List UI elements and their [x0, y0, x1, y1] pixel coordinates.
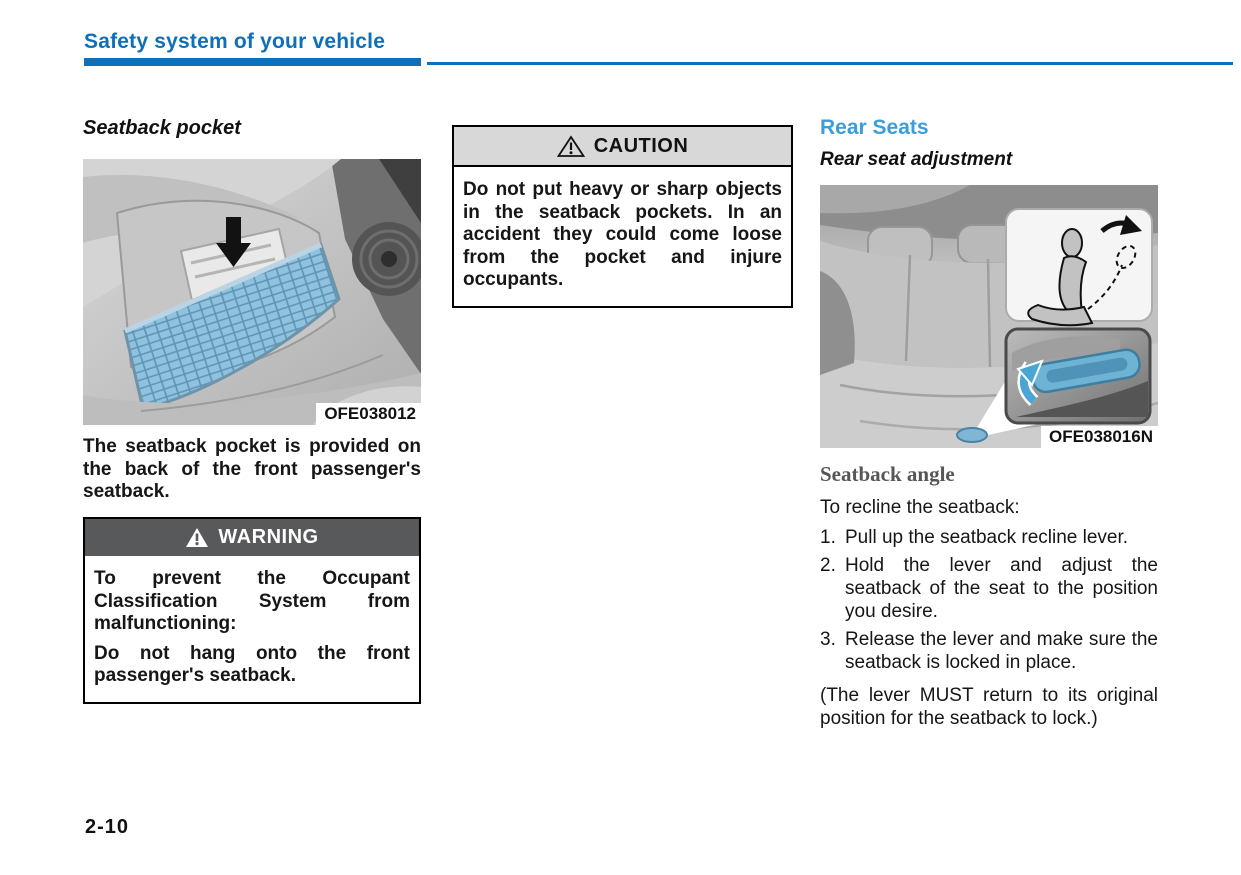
step-number: 1.: [820, 527, 836, 548]
page-number: 2-10: [85, 816, 130, 838]
warning-paragraph: To prevent the Occupant Classification System from malfunctioning:: [94, 568, 410, 634]
caution-box-header: [454, 127, 791, 167]
recline-intro: To recline the seatback:: [820, 497, 1020, 518]
step-text: Hold the lever and adjust the seatback of the seat to the position you desire.: [845, 555, 1158, 622]
step-item: [820, 526, 1158, 549]
warning-triangle-icon: [185, 527, 209, 548]
rear-seat-figure: [820, 185, 1158, 448]
step-number: 3.: [820, 629, 836, 650]
step-number: 2.: [820, 555, 836, 576]
caution-box: [452, 125, 793, 308]
seatback-pocket-paragraph: The seatback pocket is provided on the back of the front passenger's seatback.: [83, 436, 421, 502]
step-item: [820, 628, 1158, 674]
caution-box-title: CAUTION: [593, 134, 689, 157]
warning-paragraph: Do not hang onto the front passenger's seatback.: [94, 642, 410, 686]
recline-diagram-inset: [1006, 209, 1152, 325]
lever-inset: [1006, 329, 1150, 423]
lever-note: (The lever MUST return to its original position for the seatback to lock.): [820, 685, 1158, 729]
warning-box-header: [85, 519, 419, 556]
seatback-pocket-figure: [83, 159, 421, 425]
step-text: Pull up the seatback recline lever.: [845, 527, 1129, 548]
seatback-angle-heading: Seatback angle: [820, 462, 955, 486]
warning-box-title: WARNING: [218, 526, 319, 548]
rear-seat-adjustment-photo: [820, 185, 1158, 448]
rear-seat-adjustment-heading: Rear seat adjustment: [820, 149, 1013, 170]
rear-seats-heading: Rear Seats: [820, 116, 929, 139]
caution-triangle-icon: [557, 135, 585, 158]
seatback-pocket-photo: [83, 159, 421, 425]
caution-box-body: [454, 167, 791, 306]
figure-code-label: OFE038012: [316, 403, 421, 425]
warning-box: [83, 517, 421, 704]
page-title: Safety system of your vehicle: [84, 30, 386, 53]
middle-column: [452, 0, 793, 875]
caution-paragraph: Do not put heavy or sharp objects in the seatback pockets. In an accident they could come loose from the pocket and injure occupants.: [463, 179, 782, 290]
figure-code-label: OFE038016N: [1041, 426, 1158, 448]
seatback-angle-section: [820, 462, 1158, 730]
right-column: [820, 0, 1158, 875]
recline-steps-list: [820, 526, 1158, 674]
warning-box-body: [85, 556, 419, 702]
step-item: [820, 554, 1158, 623]
seatback-pocket-heading: Seatback pocket: [83, 117, 241, 139]
left-column: [83, 0, 421, 875]
step-text: Release the lever and make sure the seatback is locked in place.: [845, 629, 1158, 673]
